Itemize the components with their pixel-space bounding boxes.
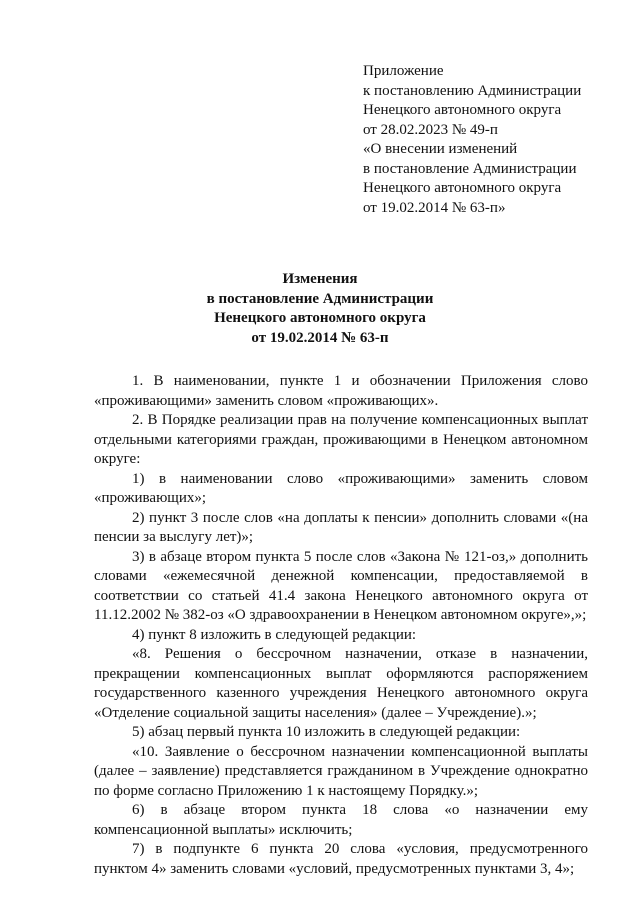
subparagraph-4: 4) пункт 8 изложить в следующей редакции: bbox=[132, 626, 417, 643]
title-line: Ненецкого автономного округа bbox=[214, 310, 426, 326]
paragraph-item-2: 2. В Порядке реализации прав на получение компенсационных выплат отдельными категориями граждан, проживающими в Ненецком автономном округе: bbox=[94, 412, 588, 467]
subparagraph-5: 5) абзац первый пункта 10 изложить в следующей редакции: bbox=[132, 724, 521, 740]
appendix-line: от 19.02.2014 № 63-п» bbox=[363, 199, 506, 216]
title-line: Изменения bbox=[282, 271, 358, 287]
quoted-clause-10: «10. Заявление о бессрочном назначении компенсационной выплаты (далее – заявление) представляется гражданином в Учреждение однократно по форме согласно Приложению 1 к настоящему Порядку.»; bbox=[94, 743, 588, 799]
appendix-line: Приложение bbox=[363, 63, 444, 79]
title-line: от 19.02.2014 № 63-п bbox=[251, 329, 389, 346]
appendix-line: от 28.02.2023 № 49-п bbox=[363, 121, 498, 138]
appendix-header bbox=[363, 62, 613, 218]
appendix-line: «О внесении изменений bbox=[363, 141, 518, 157]
document-title bbox=[0, 270, 640, 348]
subparagraph-2: 2) пункт 3 после слов «на доплаты к пенсии» дополнить словами «(на пенсии за выслугу лет)»; bbox=[94, 509, 588, 545]
subparagraph-7: 7) в подпункте 6 пункта 20 слова «условия, предусмотренного пунктом 4» заменить словами «условий, предусмотренных пунктами 3, 4»; bbox=[94, 841, 588, 877]
appendix-line: к постановлению Администрации bbox=[363, 82, 582, 99]
title-line: в постановление Администрации bbox=[206, 290, 434, 307]
document-body bbox=[94, 372, 588, 879]
appendix-line: в постановление Администрации bbox=[363, 160, 577, 177]
quoted-clause-8: «8. Решения о бессрочном назначении, отказе в назначении, прекращении компенсационных выплат оформляются распоряжением государственного казенного учреждения Ненецкого автономного округа «Отделение социальной защиты населения» (далее – Учреждение).»; bbox=[94, 646, 588, 721]
paragraph-item-1: 1. В наименовании, пункте 1 и обозначении Приложения слово «проживающими» заменить словом «проживающих». bbox=[94, 373, 588, 409]
appendix-line: Ненецкого автономного округа bbox=[363, 180, 562, 196]
subparagraph-1: 1) в наименовании слово «проживающими» заменить словом «проживающих»; bbox=[94, 470, 588, 506]
appendix-line: Ненецкого автономного округа bbox=[363, 102, 562, 118]
subparagraph-3: 3) в абзаце втором пункта 5 после слов «Закона № 121-оз,» дополнить словами «ежемесячной денежной компенсации, предоставляемой в соответствии со статьей 41.4 закона Ненецкого автономного округа от 11.12.2002 № 382-оз «О здравоохранении в Ненецком автономном округе»,»; bbox=[94, 548, 588, 623]
subparagraph-6: 6) в абзаце втором пункта 18 слова «о назначении ему компенсационной выплаты» исключить; bbox=[94, 802, 588, 838]
